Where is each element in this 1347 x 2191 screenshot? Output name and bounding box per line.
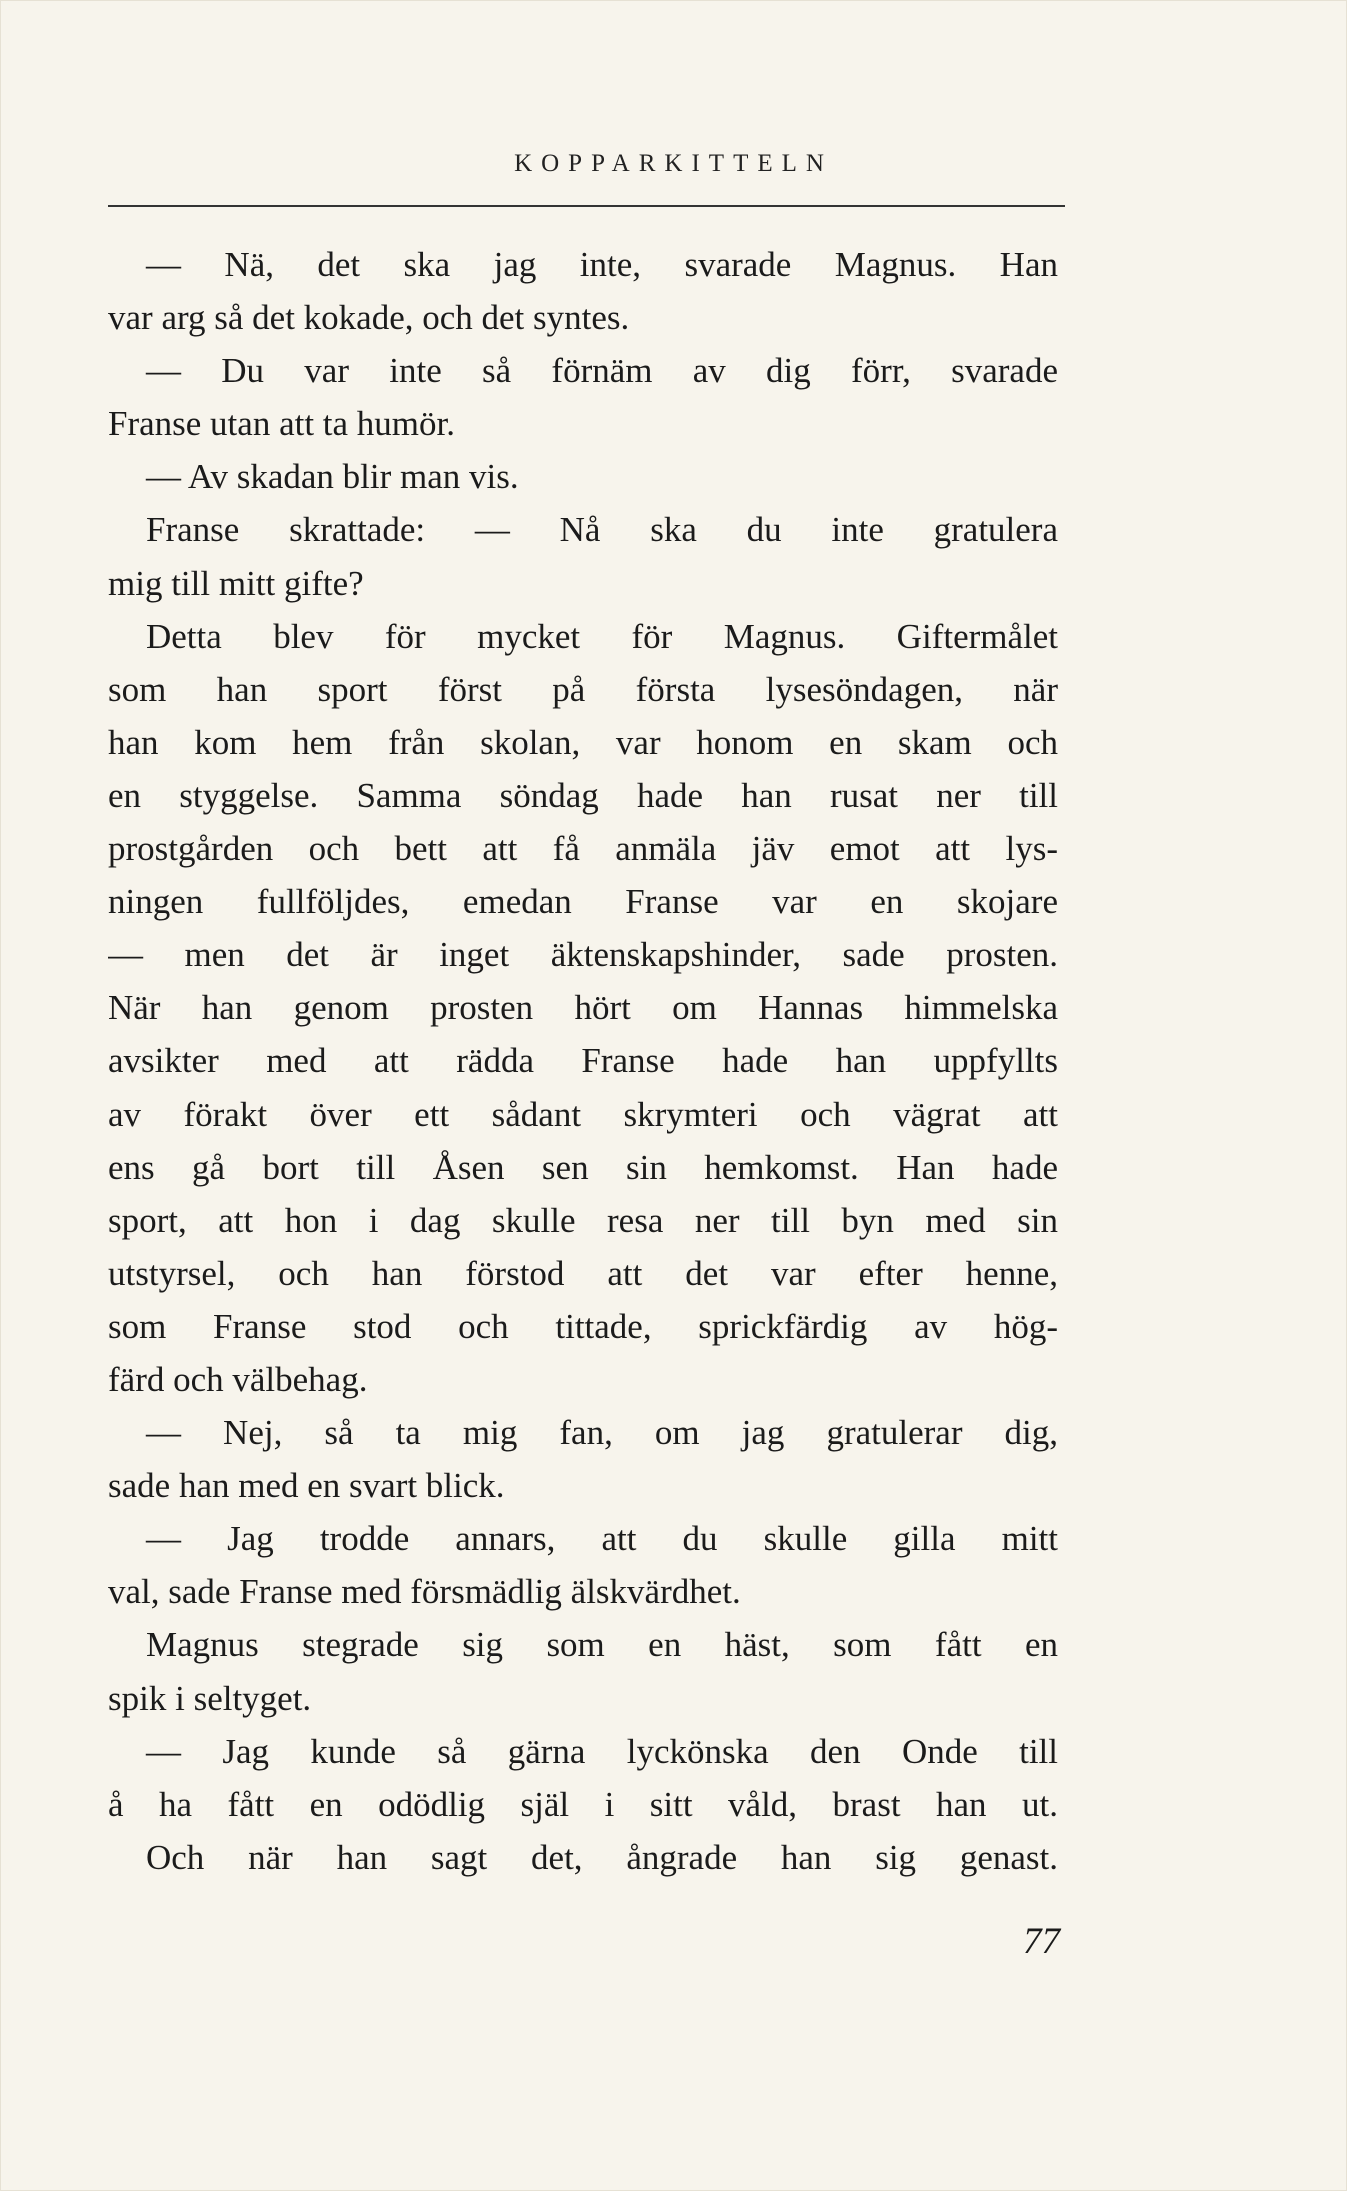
body-text	[108, 238, 1058, 1884]
text-line: å ha fått en odödlig själ i sitt våld, brast han ut.	[108, 1784, 1058, 1824]
text-line: — Du var inte så förnäm av dig förr, svarade	[146, 351, 1058, 391]
text-line: Franse utan att ta humör.	[108, 404, 456, 444]
page-number: 77	[1023, 1921, 1060, 1962]
text-line: ningen fullföljdes, emedan Franse var en skojare	[108, 882, 1058, 922]
text-line: Franse skrattade: — Nå ska du inte gratulera	[146, 510, 1058, 550]
text-line: Och när han sagt det, ångrade han sig genast.	[146, 1837, 1058, 1877]
text-line: han kom hem från skolan, var honom en skam och	[108, 722, 1058, 762]
text-line: mig till mitt gifte?	[108, 563, 364, 603]
text-line: spik i seltyget.	[108, 1678, 312, 1718]
text-line: som Franse stod och tittade, sprickfärdig av hög-	[108, 1306, 1058, 1346]
text-line: ens gå bort till Åsen sen sin hemkomst. Han hade	[108, 1147, 1058, 1187]
text-line: utstyrsel, och han förstod att det var efter henne,	[108, 1253, 1058, 1293]
text-line: färd och välbehag.	[108, 1359, 368, 1399]
text-line: — Av skadan blir man vis.	[146, 457, 519, 497]
text-line: — Jag trodde annars, att du skulle gilla mitt	[146, 1519, 1058, 1559]
header-rule	[108, 205, 1065, 207]
text-line: Magnus stegrade sig som en häst, som fått en	[146, 1625, 1058, 1665]
text-line: prostgården och bett att få anmäla jäv emot att lys-	[108, 829, 1058, 869]
text-line: — Jag kunde så gärna lyckönska den Onde till	[146, 1731, 1058, 1771]
text-line: sport, att hon i dag skulle resa ner till byn med sin	[108, 1200, 1058, 1240]
text-line: — men det är inget äktenskapshinder, sade prosten.	[108, 935, 1058, 975]
text-line: Detta blev för mycket för Magnus. Giftermålet	[146, 616, 1058, 656]
text-line: val, sade Franse med försmädlig älskvärdhet.	[108, 1572, 741, 1612]
text-line: en styggelse. Samma söndag hade han rusat ner till	[108, 775, 1058, 815]
running-head: KOPPARKITTELN	[514, 150, 833, 177]
text-line: av förakt över ett sådant skrymteri och vägrat att	[108, 1094, 1058, 1134]
text-line: När han genom prosten hört om Hannas himmelska	[108, 988, 1058, 1028]
text-line: avsikter med att rädda Franse hade han uppfyllts	[108, 1041, 1058, 1081]
text-line: sade han med en svart blick.	[108, 1466, 505, 1506]
text-line: — Nej, så ta mig fan, om jag gratulerar dig,	[146, 1413, 1058, 1453]
text-line: som han sport först på första lysesöndagen, när	[108, 669, 1058, 709]
text-line: — Nä, det ska jag inte, svarade Magnus. Han	[146, 245, 1058, 284]
text-line: var arg så det kokade, och det syntes.	[108, 298, 630, 338]
